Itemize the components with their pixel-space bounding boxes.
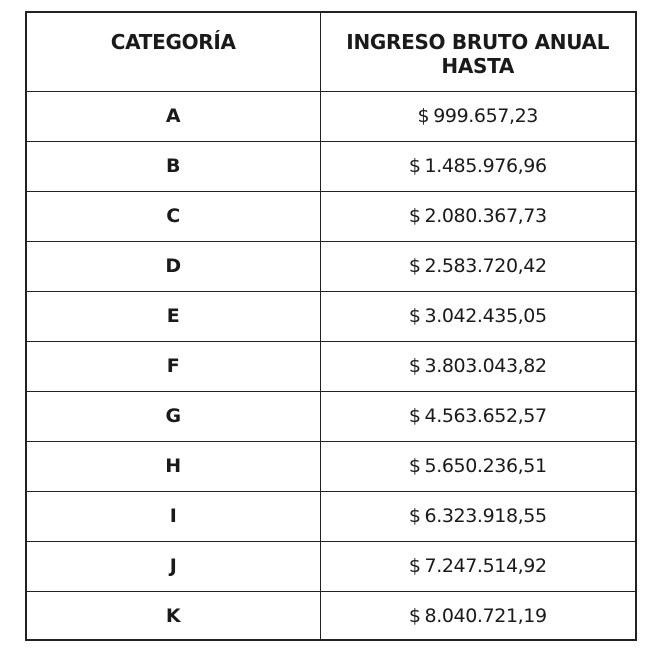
header-row: [27, 13, 635, 91]
table-row: [27, 241, 635, 291]
amount-cell: [320, 491, 635, 541]
currency-symbol: $: [408, 205, 421, 227]
table-row: [27, 441, 635, 491]
currency-symbol: $: [408, 255, 421, 277]
currency-symbol: $: [408, 505, 421, 527]
category-cell: K: [27, 591, 320, 641]
amount-cell: [320, 191, 635, 241]
currency-symbol: $: [408, 455, 421, 477]
category-cell: B: [27, 141, 320, 191]
amount-cell: [320, 341, 635, 391]
amount-value: 5.650.236,51: [424, 455, 547, 477]
table-row: [27, 391, 635, 441]
amount-cell: [320, 141, 635, 191]
amount-value: 8.040.721,19: [424, 605, 547, 628]
amount-cell: [320, 441, 635, 491]
category-cell: E: [27, 291, 320, 341]
amount-value: 3.042.435,05: [424, 305, 547, 327]
amount-value: 6.323.918,55: [424, 505, 547, 527]
currency-symbol: $: [408, 155, 421, 177]
currency-symbol: $: [408, 605, 421, 628]
table-row: [27, 91, 635, 141]
amount-cell: [320, 291, 635, 341]
currency-symbol: $: [408, 355, 421, 377]
category-cell: H: [27, 441, 320, 491]
amount-value: 2.080.367,73: [424, 205, 547, 227]
amount-value: 999.657,23: [433, 105, 538, 127]
table-row: [27, 491, 635, 541]
amount-value: 3.803.043,82: [424, 355, 547, 377]
category-cell: G: [27, 391, 320, 441]
category-cell: J: [27, 541, 320, 591]
amount-value: 2.583.720,42: [424, 255, 547, 277]
amount-cell: [320, 91, 635, 141]
currency-symbol: $: [417, 105, 430, 127]
income-category-table: [25, 11, 637, 641]
table-row: [27, 191, 635, 241]
currency-symbol: $: [408, 555, 421, 577]
table-row: [27, 541, 635, 591]
category-table: [27, 13, 635, 641]
category-cell: F: [27, 341, 320, 391]
header-category: CATEGORÍA: [27, 13, 320, 91]
table-row: [27, 341, 635, 391]
header-income-line2: HASTA: [441, 54, 515, 78]
amount-cell: [320, 241, 635, 291]
header-income-line1: INGRESO BRUTO ANUAL: [346, 30, 610, 54]
currency-symbol: $: [408, 405, 421, 427]
amount-cell: [320, 391, 635, 441]
amount-value: 4.563.652,57: [424, 405, 547, 427]
currency-symbol: $: [408, 305, 421, 327]
amount-cell: [320, 541, 635, 591]
category-cell: D: [27, 241, 320, 291]
table-row: [27, 291, 635, 341]
table-row: [27, 141, 635, 191]
header-income: [320, 13, 635, 91]
category-cell: A: [27, 91, 320, 141]
table-row: [27, 591, 635, 641]
category-cell: I: [27, 491, 320, 541]
amount-value: 7.247.514,92: [424, 555, 547, 577]
amount-cell: [320, 591, 635, 641]
amount-value: 1.485.976,96: [424, 155, 547, 177]
category-cell: C: [27, 191, 320, 241]
